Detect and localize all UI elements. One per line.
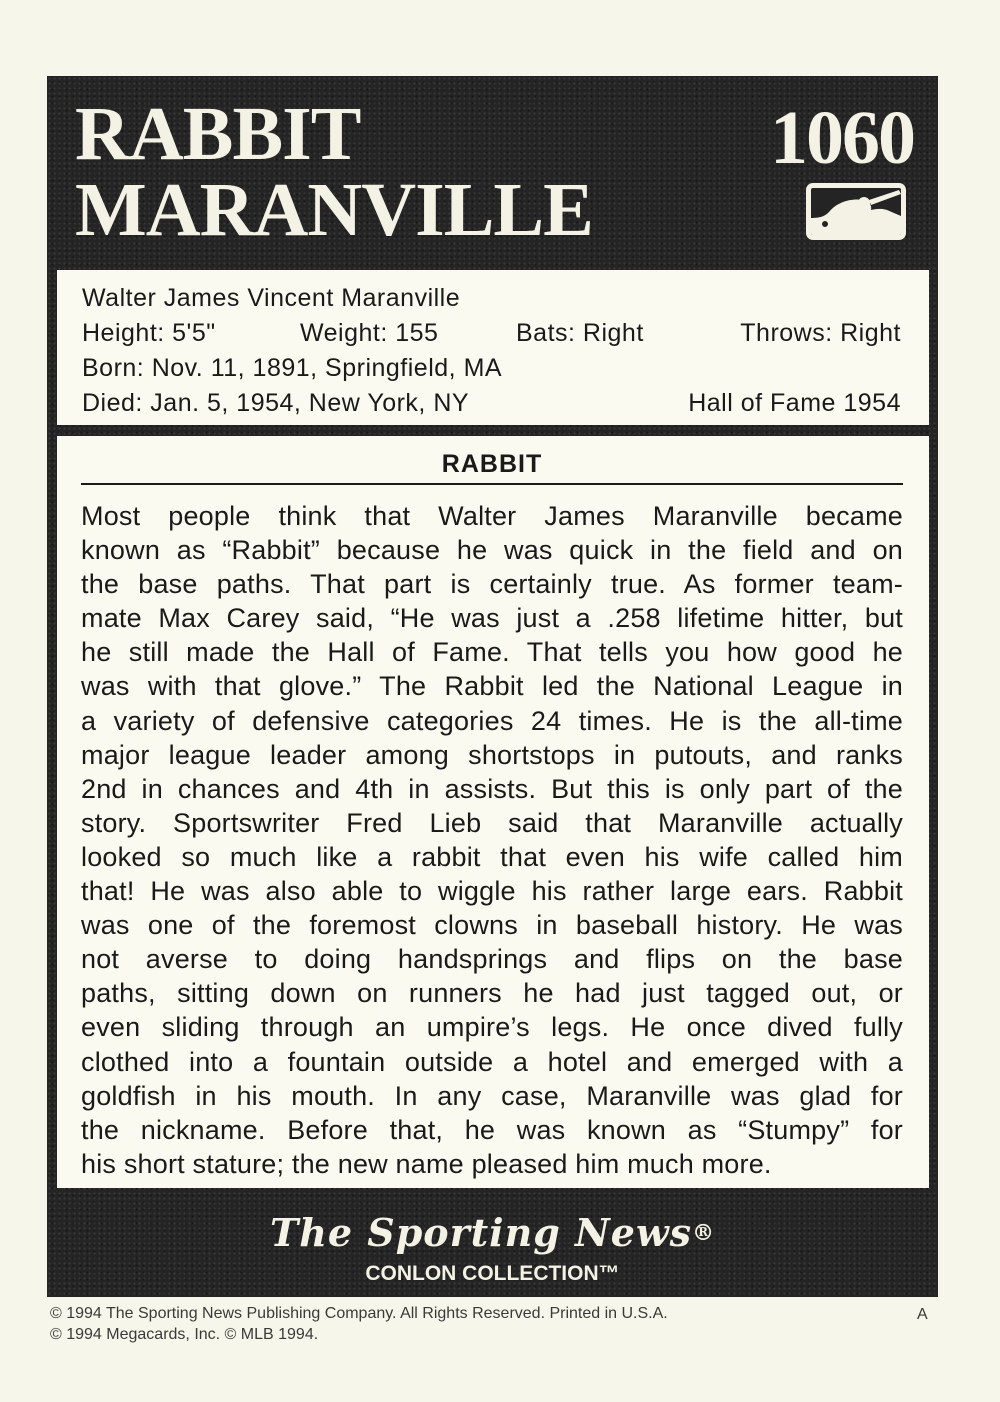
conlon-collection-label: CONLON COLLECTION™ [365,1262,620,1285]
player-height: Height: 5'5" [82,319,216,347]
player-died: Died: Jan. 5, 1954, New York, NY [82,389,470,417]
card-code: A [917,1306,928,1323]
card-number: 1060 [770,96,914,180]
story-line: 2nd in chances and 4th in assists. But this is only part of the [81,773,903,804]
story-line: looked so much like a rabbit that even his wife called him [81,841,903,872]
player-full-name: Walter James Vincent Maranville [82,284,461,312]
player-throws: Throws: Right [740,319,901,347]
story-line: paths, sitting down on runners he had just tagged out, or [81,978,903,1009]
player-bats: Bats: Right [516,319,644,347]
player-last-name: MARANVILLE [75,168,593,252]
sporting-news-logo [0,1210,985,1256]
copyright-line-2: © 1994 Megacards, Inc. © MLB 1994. [50,1326,319,1343]
story-line: his short stature; the new name pleased him much more. [81,1148,772,1179]
story-panel [57,436,929,1188]
player-hall-of-fame: Hall of Fame 1954 [688,389,901,417]
story-line: not averse to doing handsprings and flips on the base [81,944,903,975]
mlb-batter-logo-icon [806,183,906,240]
story-line: Most people think that Walter James Maranville became [81,501,903,531]
player-weight: Weight: 155 [300,319,439,347]
player-name-title [75,92,593,252]
copyright-line-1: © 1994 The Sporting News Publishing Company. All Rights Reserved. Printed in U.S.A. [50,1305,668,1322]
story-line: known as “Rabbit” because he was quick in the field and on [81,535,903,566]
story-line: even sliding through an umpire’s legs. He once dived fully [81,1012,903,1043]
story-line: story. Sportswriter Fred Lieb said that Maranville actually [81,807,903,838]
story-line: major league leader among shortstops in putouts, and ranks [81,739,903,770]
story-line: goldfish in his mouth. In any case, Maranville was glad for [81,1080,903,1111]
player-bio-panel [57,270,929,425]
player-first-name: RABBIT [75,92,361,176]
story-line: the base paths. That part is certainly true. As former team- [81,569,903,600]
story-heading: RABBIT [81,449,903,485]
story-line: clothed into a fountain outside a hotel and emerged with a [81,1046,903,1077]
story-line: he still made the Hall of Fame. That tells you how good he [81,637,903,668]
story-line: a variety of defensive categories 24 times. He is the all-time [81,705,903,736]
story-line: that! He was also able to wiggle his rather large ears. Rabbit [81,876,903,907]
player-born: Born: Nov. 11, 1891, Springfield, MA [82,354,503,382]
story-line: the nickname. Before that, he was known as “Stumpy” for [81,1114,903,1145]
story-line: was one of the foremost clowns in baseball history. He was [81,910,903,941]
story-line: was with that glove.” The Rabbit led the National League in [81,671,903,702]
story-line: mate Max Carey said, “He was just a .258 lifetime hitter, but [81,603,903,634]
story-text [81,499,903,1181]
registered-mark: ® [692,1220,716,1246]
sporting-news-wordmark: The Sporting News [269,1210,693,1255]
